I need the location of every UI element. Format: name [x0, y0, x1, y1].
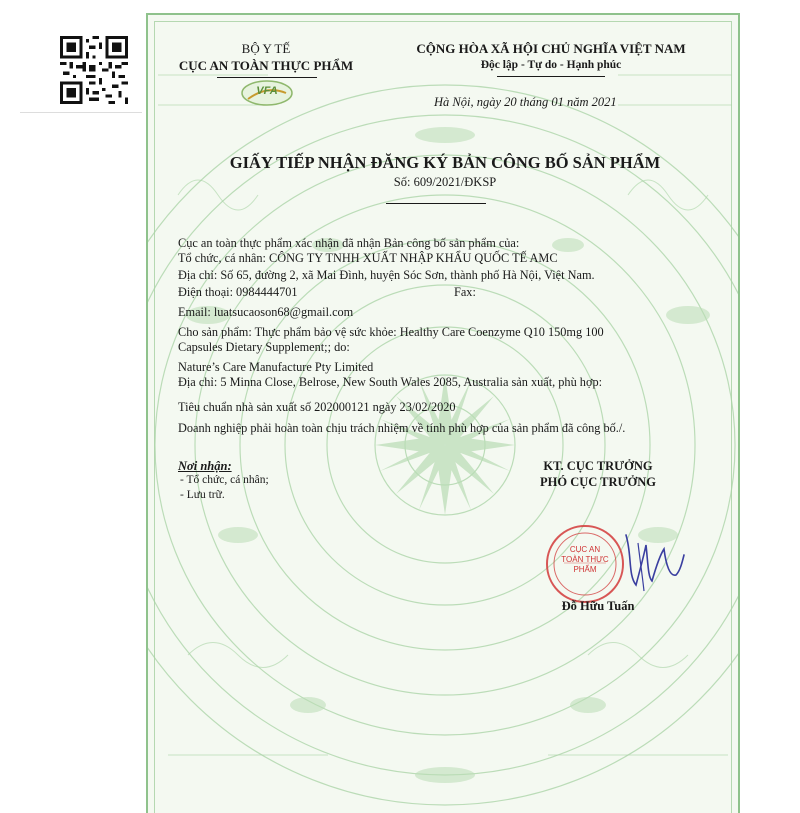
document-title: GIẤY TIẾP NHẬN ĐĂNG KÝ BẢN CÔNG BỐ SẢN PHẨM — [229, 153, 661, 172]
document-number: Số: 609/2021/ĐKSP — [393, 175, 497, 189]
official-stamp — [544, 523, 626, 605]
signatory-title-1: KT. CỤC TRƯỞNG — [543, 459, 653, 473]
certificate-document — [146, 13, 740, 813]
manufacturer-address: Địa chỉ: 5 Minna Close, Belrose, New South Wales 2085, Australia sản xuất, phù hợp: — [178, 375, 603, 389]
qr-code — [60, 36, 128, 104]
issue-date: Hà Nội, ngày 20 tháng 01 năm 2021 — [434, 95, 617, 109]
signatory-name: Đỗ Hữu Tuấn — [561, 599, 635, 613]
responsibility-text: Doanh nghiệp phải hoàn toàn chịu trách nhiệm về tính phù hợp của sản phẩm đã công bố./. — [178, 421, 626, 435]
vfa-logo — [240, 79, 294, 107]
recipient-item: - Lưu trữ. — [180, 489, 225, 501]
recipients-label: Nơi nhận: — [178, 459, 232, 473]
stamp-text: CỤC AN TOÀN THỰC PHẨM — [561, 545, 609, 574]
agency-name: CỤC AN TOÀN THỰC PHẨM — [178, 58, 354, 73]
fax-label: Fax: — [454, 285, 476, 299]
recipient-item: - Tổ chức, cá nhân; — [180, 474, 269, 486]
ministry-name: BỘ Y TẾ — [241, 41, 291, 56]
standard-text: Tiêu chuẩn nhà sản xuất số 202000121 ngày 23/02/2020 — [178, 400, 456, 414]
product-line-2: Capsules Dietary Supplement;; do: — [178, 340, 350, 354]
organization-label: Tổ chức, cá nhân: — [178, 251, 266, 265]
motto-underline — [497, 76, 605, 77]
product-line-1: Cho sản phẩm: Thực phẩm bảo vệ sức khỏe: Healthy Care Coenzyme Q10 150mg 100 — [178, 325, 604, 339]
left-divider — [20, 112, 142, 113]
organization-address: Địa chỉ: Số 65, đường 2, xã Mai Đình, huyện Sóc Sơn, thành phố Hà Nội, Việt Nam. — [178, 268, 595, 282]
organization-line — [178, 251, 558, 266]
title-underline — [386, 203, 486, 204]
phone-number: Điện thoại: 0984444701 — [178, 285, 298, 299]
country-name: CỘNG HÒA XÃ HỘI CHỦ NGHĨA VIỆT NAM — [416, 41, 686, 56]
manufacturer-name: Nature’s Care Manufacture Pty Limited — [178, 360, 374, 374]
organization-value: CÔNG TY TNHH XUẤT NHẬP KHẨU QUỐC TẾ AMC — [269, 251, 558, 265]
handwritten-signature — [618, 515, 688, 605]
signatory-title-2: PHÓ CỤC TRƯỞNG — [540, 475, 656, 489]
vfa-logo-text: VFA — [256, 85, 278, 97]
email-address: Email: luatsucaoson68@gmail.com — [178, 305, 354, 319]
agency-underline — [217, 77, 317, 78]
intro-text: Cục an toàn thực phẩm xác nhận đã nhận Bản công bố sản phẩm của: — [178, 236, 520, 250]
national-motto: Độc lập - Tự do - Hạnh phúc — [480, 59, 622, 71]
